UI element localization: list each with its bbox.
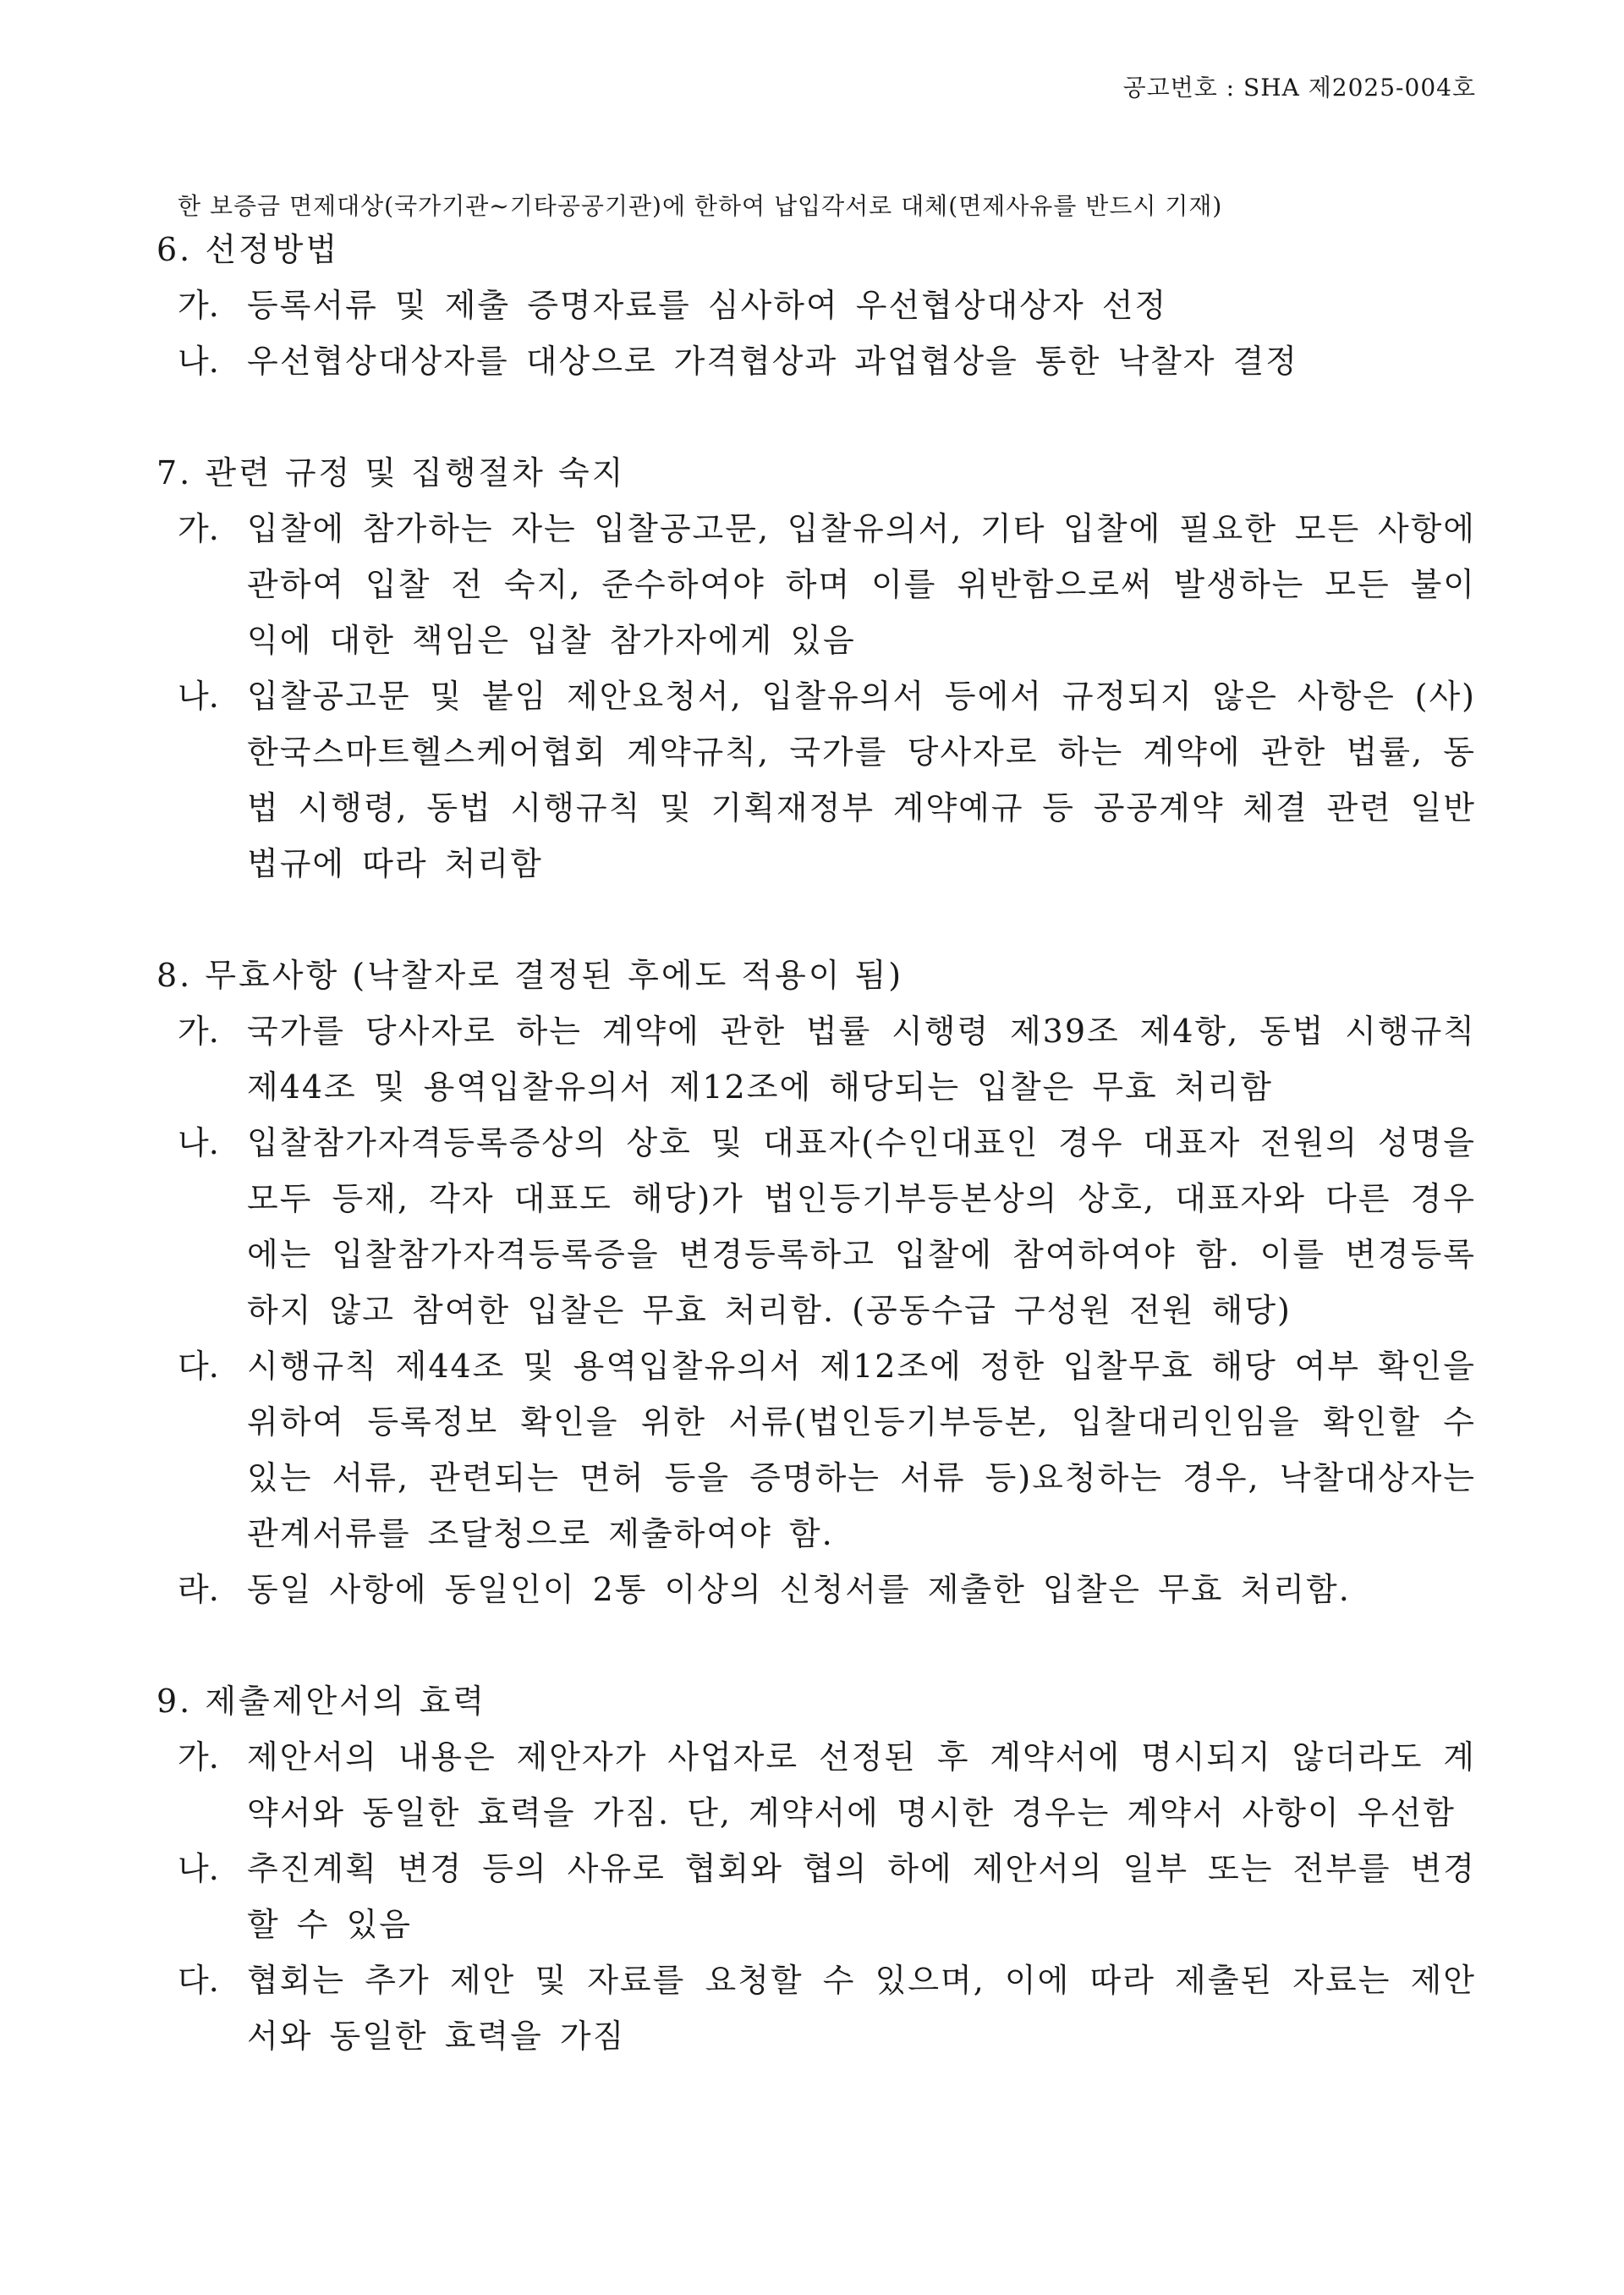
list-item bbox=[178, 1562, 1476, 1617]
section-title: 7. 관련 규정 및 집행절차 숙지 bbox=[156, 454, 626, 491]
item-marker: 가. bbox=[178, 287, 219, 324]
item-text: 입찰에 참가하는 자는 입찰공고문, 입찰유의서, 기타 입찰에 필요한 모든 사항에 관하여 입찰 전 숙지, 준수하여야 하며 이를 위반함으로써 발생하는 모든 불이익에 대한 책임은 입찰 참가자에게 있음 bbox=[247, 510, 1476, 659]
item-text: 국가를 당사자로 하는 계약에 관한 법률 시행령 제39조 제4항, 동법 시행규칙 제44조 및 용역입찰유의서 제12조에 해당되는 입찰은 무효 처리함 bbox=[247, 1013, 1476, 1106]
item-marker: 나. bbox=[178, 1124, 219, 1161]
item-marker: 가. bbox=[178, 510, 219, 547]
item-marker: 나. bbox=[178, 343, 219, 380]
list-item bbox=[178, 1115, 1476, 1338]
list-item bbox=[178, 1729, 1476, 1841]
section-regulations bbox=[156, 445, 1476, 892]
item-text: 추진계획 변경 등의 사유로 협회와 협의 하에 제안서의 일부 또는 전부를 변경할 수 있음 bbox=[247, 1850, 1476, 1943]
item-marker: 가. bbox=[178, 1738, 219, 1776]
section-title: 6. 선정방법 bbox=[156, 231, 340, 268]
section-selection-method bbox=[156, 222, 1476, 389]
list-item bbox=[178, 1952, 1476, 2064]
guarantee-note-line: 한 보증금 면제대상(국가기관~기타공공기관)에 한하여 납입각서로 대체(면제사유를 반드시 기재) bbox=[178, 192, 1223, 220]
list-item bbox=[178, 333, 1476, 389]
section-invalidity bbox=[156, 947, 1476, 1617]
item-text: 우선협상대상자를 대상으로 가격협상과 과업협상을 통한 낙찰자 결정 bbox=[247, 343, 1299, 380]
list-item bbox=[178, 1003, 1476, 1115]
item-text: 입찰공고문 및 붙임 제안요청서, 입찰유의서 등에서 규정되지 않은 사항은 (사)한국스마트헬스케어협회 계약규칙, 국가를 당사자로 하는 계약에 관한 법률, 동법 시행령, 동법 시행규칙 및 기획재정부 계약예규 등 공공계약 체결 관련 일반 법규에 따라 처리함 bbox=[247, 678, 1476, 882]
notice-number: 공고번호 : SHA 제2025-004호 bbox=[1122, 74, 1476, 102]
document-body bbox=[156, 222, 1476, 2064]
section-title: 9. 제출제안서의 효력 bbox=[156, 1683, 487, 1720]
section-proposal-validity bbox=[156, 1673, 1476, 2064]
item-text: 동일 사항에 동일인이 2통 이상의 신청서를 제출한 입찰은 무효 처리함. bbox=[247, 1571, 1351, 1608]
item-marker: 가. bbox=[178, 1013, 219, 1050]
item-marker: 다. bbox=[178, 1962, 219, 1999]
list-item bbox=[178, 668, 1476, 892]
list-item bbox=[178, 501, 1476, 668]
item-marker: 라. bbox=[178, 1571, 219, 1608]
item-text: 입찰참가자격등록증상의 상호 및 대표자(수인대표인 경우 대표자 전원의 성명을 모두 등재, 각자 대표도 해당)가 법인등기부등본상의 상호, 대표자와 다른 경우에는 입찰참가자격등록증을 변경등록하고 입찰에 참여하여야 함. 이를 변경등록하지 않고 참여한 입찰은 무효 처리함. (공동수급 구성원 전원 해당) bbox=[247, 1124, 1476, 1329]
item-marker: 다. bbox=[178, 1348, 219, 1385]
item-text: 시행규칙 제44조 및 용역입찰유의서 제12조에 정한 입찰무효 해당 여부 확인을 위하여 등록정보 확인을 위한 서류(법인등기부등본, 입찰대리인임을 확인할 수 있는 서류, 관련되는 면허 등을 증명하는 서류 등)요청하는 경우, 낙찰대상자는 관계서류를 조달청으로 제출하여야 함. bbox=[247, 1348, 1476, 1552]
list-item bbox=[178, 1338, 1476, 1562]
section-title: 8. 무효사항 (낙찰자로 결정된 후에도 적용이 됨) bbox=[156, 957, 904, 994]
item-marker: 나. bbox=[178, 678, 219, 715]
item-text: 협회는 추가 제안 및 자료를 요청할 수 있으며, 이에 따라 제출된 자료는 제안서와 동일한 효력을 가짐 bbox=[247, 1962, 1476, 2055]
list-item bbox=[178, 1841, 1476, 1952]
item-marker: 나. bbox=[178, 1850, 219, 1887]
item-text: 등록서류 및 제출 증명자료를 심사하여 우선협상대상자 선정 bbox=[247, 287, 1168, 324]
item-text: 제안서의 내용은 제안자가 사업자로 선정된 후 계약서에 명시되지 않더라도 계약서와 동일한 효력을 가짐. 단, 계약서에 명시한 경우는 계약서 사항이 우선함 bbox=[247, 1738, 1476, 1831]
list-item bbox=[178, 277, 1476, 333]
